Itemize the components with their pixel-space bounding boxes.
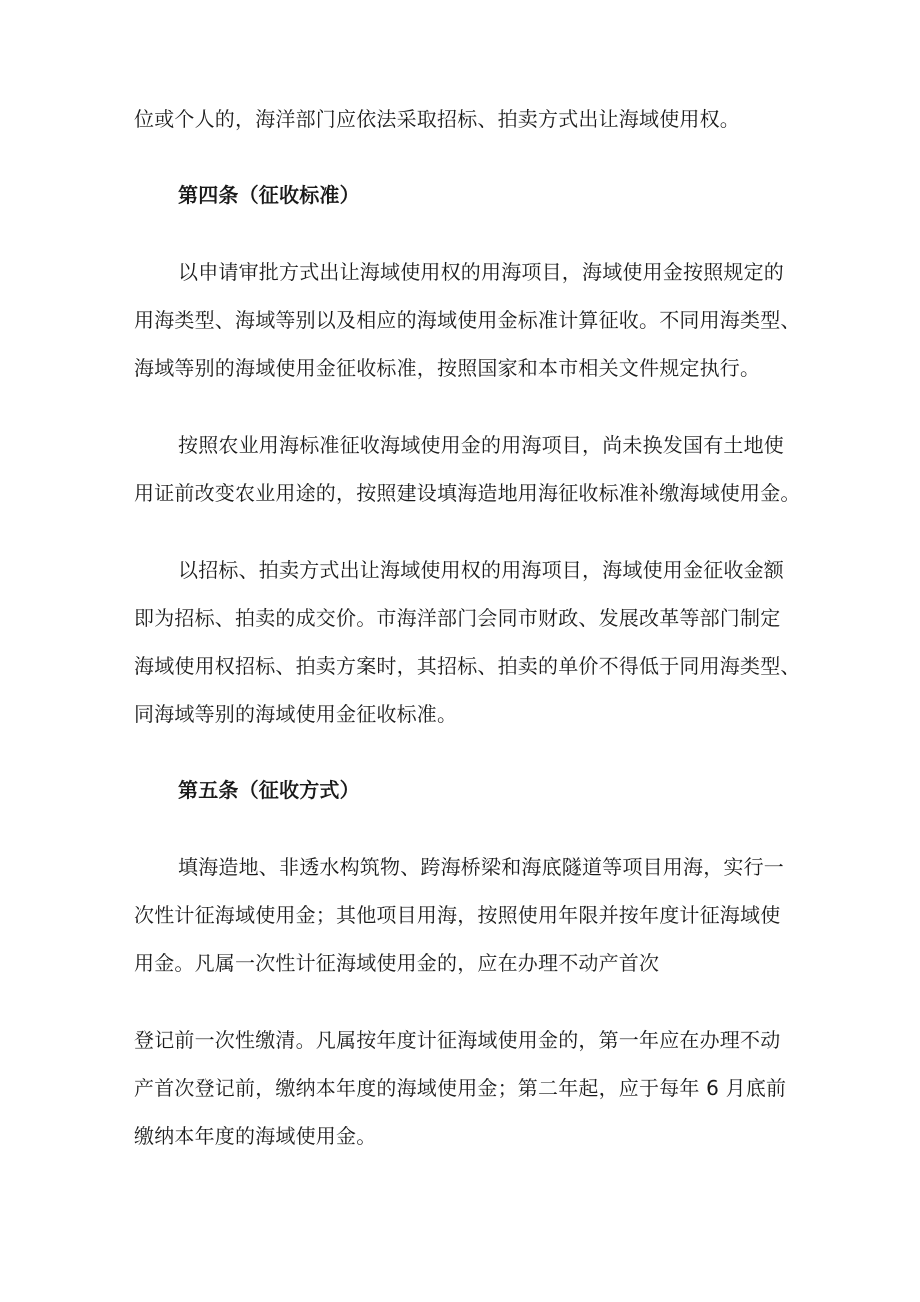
paragraph-line: 位或个人的，海洋部门应依法采取招标、拍卖方式出让海域使用权。 — [134, 107, 740, 131]
paragraph-line: 次性计征海域使用金；其他项目用海，按照使用年限并按年度计征海域使 — [134, 903, 781, 927]
paragraph-line: 以招标、拍卖方式出让海域使用权的用海项目，海域使用金征收金额 — [178, 558, 784, 582]
paragraph-line: 产首次登记前，缴纳本年度的海域使用金；第二年起，应于每年 6 月底前 — [134, 1076, 787, 1100]
paragraph-line: 缴纳本年度的海域使用金。 — [134, 1124, 377, 1148]
paragraph-line: 即为招标、拍卖的成交价。市海洋部门会同市财政、发展改革等部门制定 — [134, 606, 781, 630]
paragraph-line: 以申请审批方式出让海域使用权的用海项目，海域使用金按照规定的 — [178, 260, 784, 284]
paragraph-line: 用金。凡属一次性计征海域使用金的，应在办理不动产首次 — [134, 951, 660, 975]
paragraph-line: 海域使用权招标、拍卖方案时，其招标、拍卖的单价不得低于同用海类型、 — [134, 654, 801, 678]
paragraph-line: 同海域等别的海域使用金征收标准。 — [134, 702, 458, 726]
paragraph-line: 用海类型、海域等别以及相应的海域使用金标准计算征收。不同用海类型、 — [134, 308, 801, 332]
article-5-heading: 第五条（征收方式） — [178, 778, 360, 802]
paragraph-line: 海域等别的海域使用金征收标准，按照国家和本市相关文件规定执行。 — [134, 356, 761, 380]
article-4-heading: 第四条（征收标准） — [178, 183, 360, 207]
paragraph-line: 按照农业用海标准征收海域使用金的用海项目，尚未换发国有土地使 — [178, 433, 784, 457]
paragraph-line: 用证前改变农业用途的，按照建设填海造地用海征收标准补缴海域使用金。 — [134, 481, 801, 505]
paragraph-line: 登记前一次性缴清。凡属按年度计征海域使用金的，第一年应在办理不动 — [134, 1028, 781, 1052]
paragraph-line: 填海造地、非透水构筑物、跨海桥梁和海底隧道等项目用海，实行一 — [178, 855, 784, 879]
